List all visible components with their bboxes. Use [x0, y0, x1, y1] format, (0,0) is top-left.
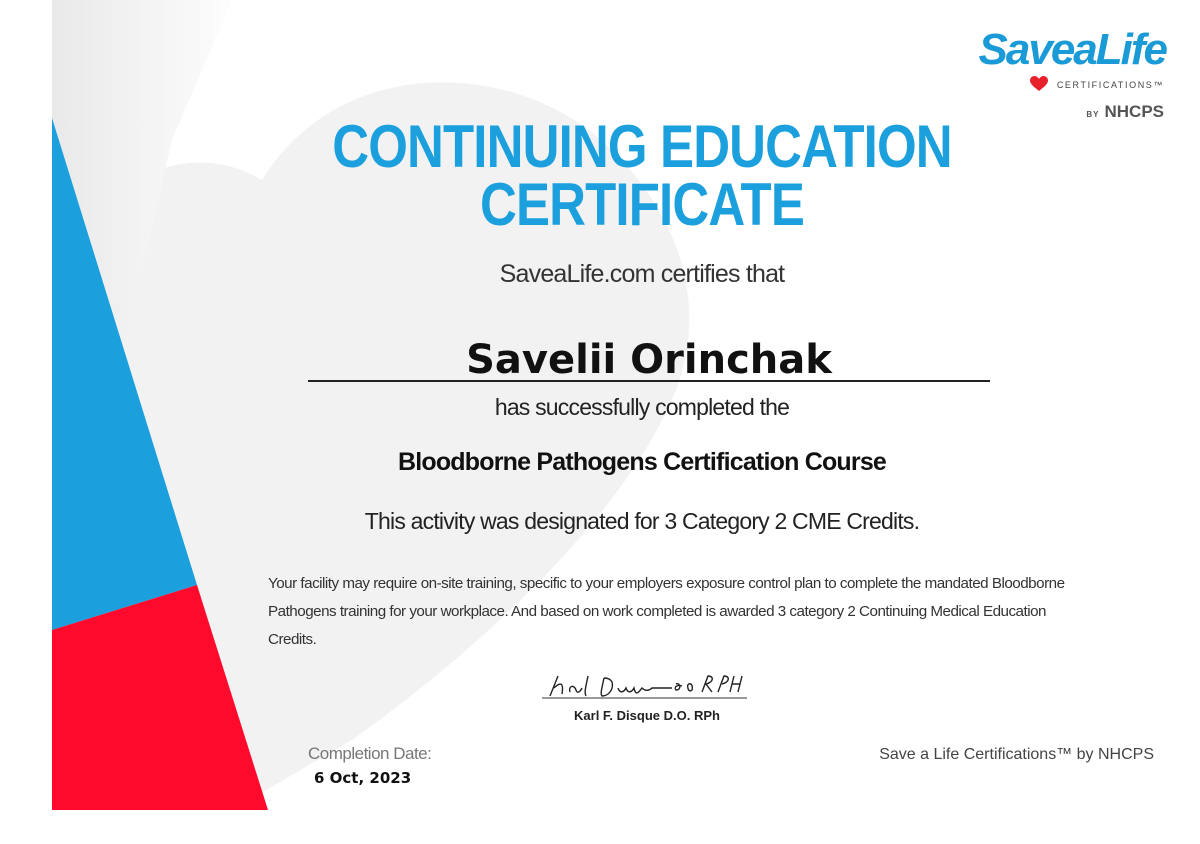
- signature-image: [542, 668, 752, 704]
- course-name: Bloodborne Pathogens Certification Course: [397, 448, 887, 476]
- logo-by-label: BY: [1086, 110, 1100, 119]
- footer-text: Save a Life Certifications™ by NHCPS: [879, 746, 1154, 763]
- title-line-2: CERTIFICATE: [479, 171, 805, 238]
- completion-date-label: Completion Date:: [308, 744, 432, 763]
- certificate: [52, 0, 1200, 810]
- body-paragraph: [268, 570, 1088, 654]
- recipient-name: Savelii Orinchak: [308, 336, 990, 382]
- logo-org: NHCPS: [1104, 102, 1164, 121]
- title-line-1: CONTINUING EDUCATION: [332, 113, 952, 180]
- certificate-title: [232, 113, 1052, 238]
- credits-text: This activity was designated for 3 Category 2 CME Credits.: [364, 508, 920, 534]
- logo-by-nhcps: [1086, 102, 1164, 122]
- completed-text: has successfully completed the: [494, 394, 790, 420]
- signer-name: Karl F. Disque D.O. RPh: [574, 708, 720, 723]
- logo-certifications: CERTIFICATIONS™: [1056, 80, 1164, 90]
- savealife-logo: [946, 26, 1166, 126]
- completion-date: 6 Oct, 2023: [314, 769, 412, 787]
- logo-wordmark: SaveaLife: [978, 25, 1166, 74]
- certifies-text: SaveaLife.com certifies that: [499, 260, 785, 288]
- body-line-1: Your facility may require on-site training, specific to your employers exposure control plan to complete the mandated Bloodborne: [268, 575, 1065, 592]
- body-line-2: Pathogens training for your workplace. And based on work completed is awarded 3 category 2 Continuing Medical Education Credits.: [268, 603, 1046, 648]
- heart-icon: [1030, 76, 1048, 92]
